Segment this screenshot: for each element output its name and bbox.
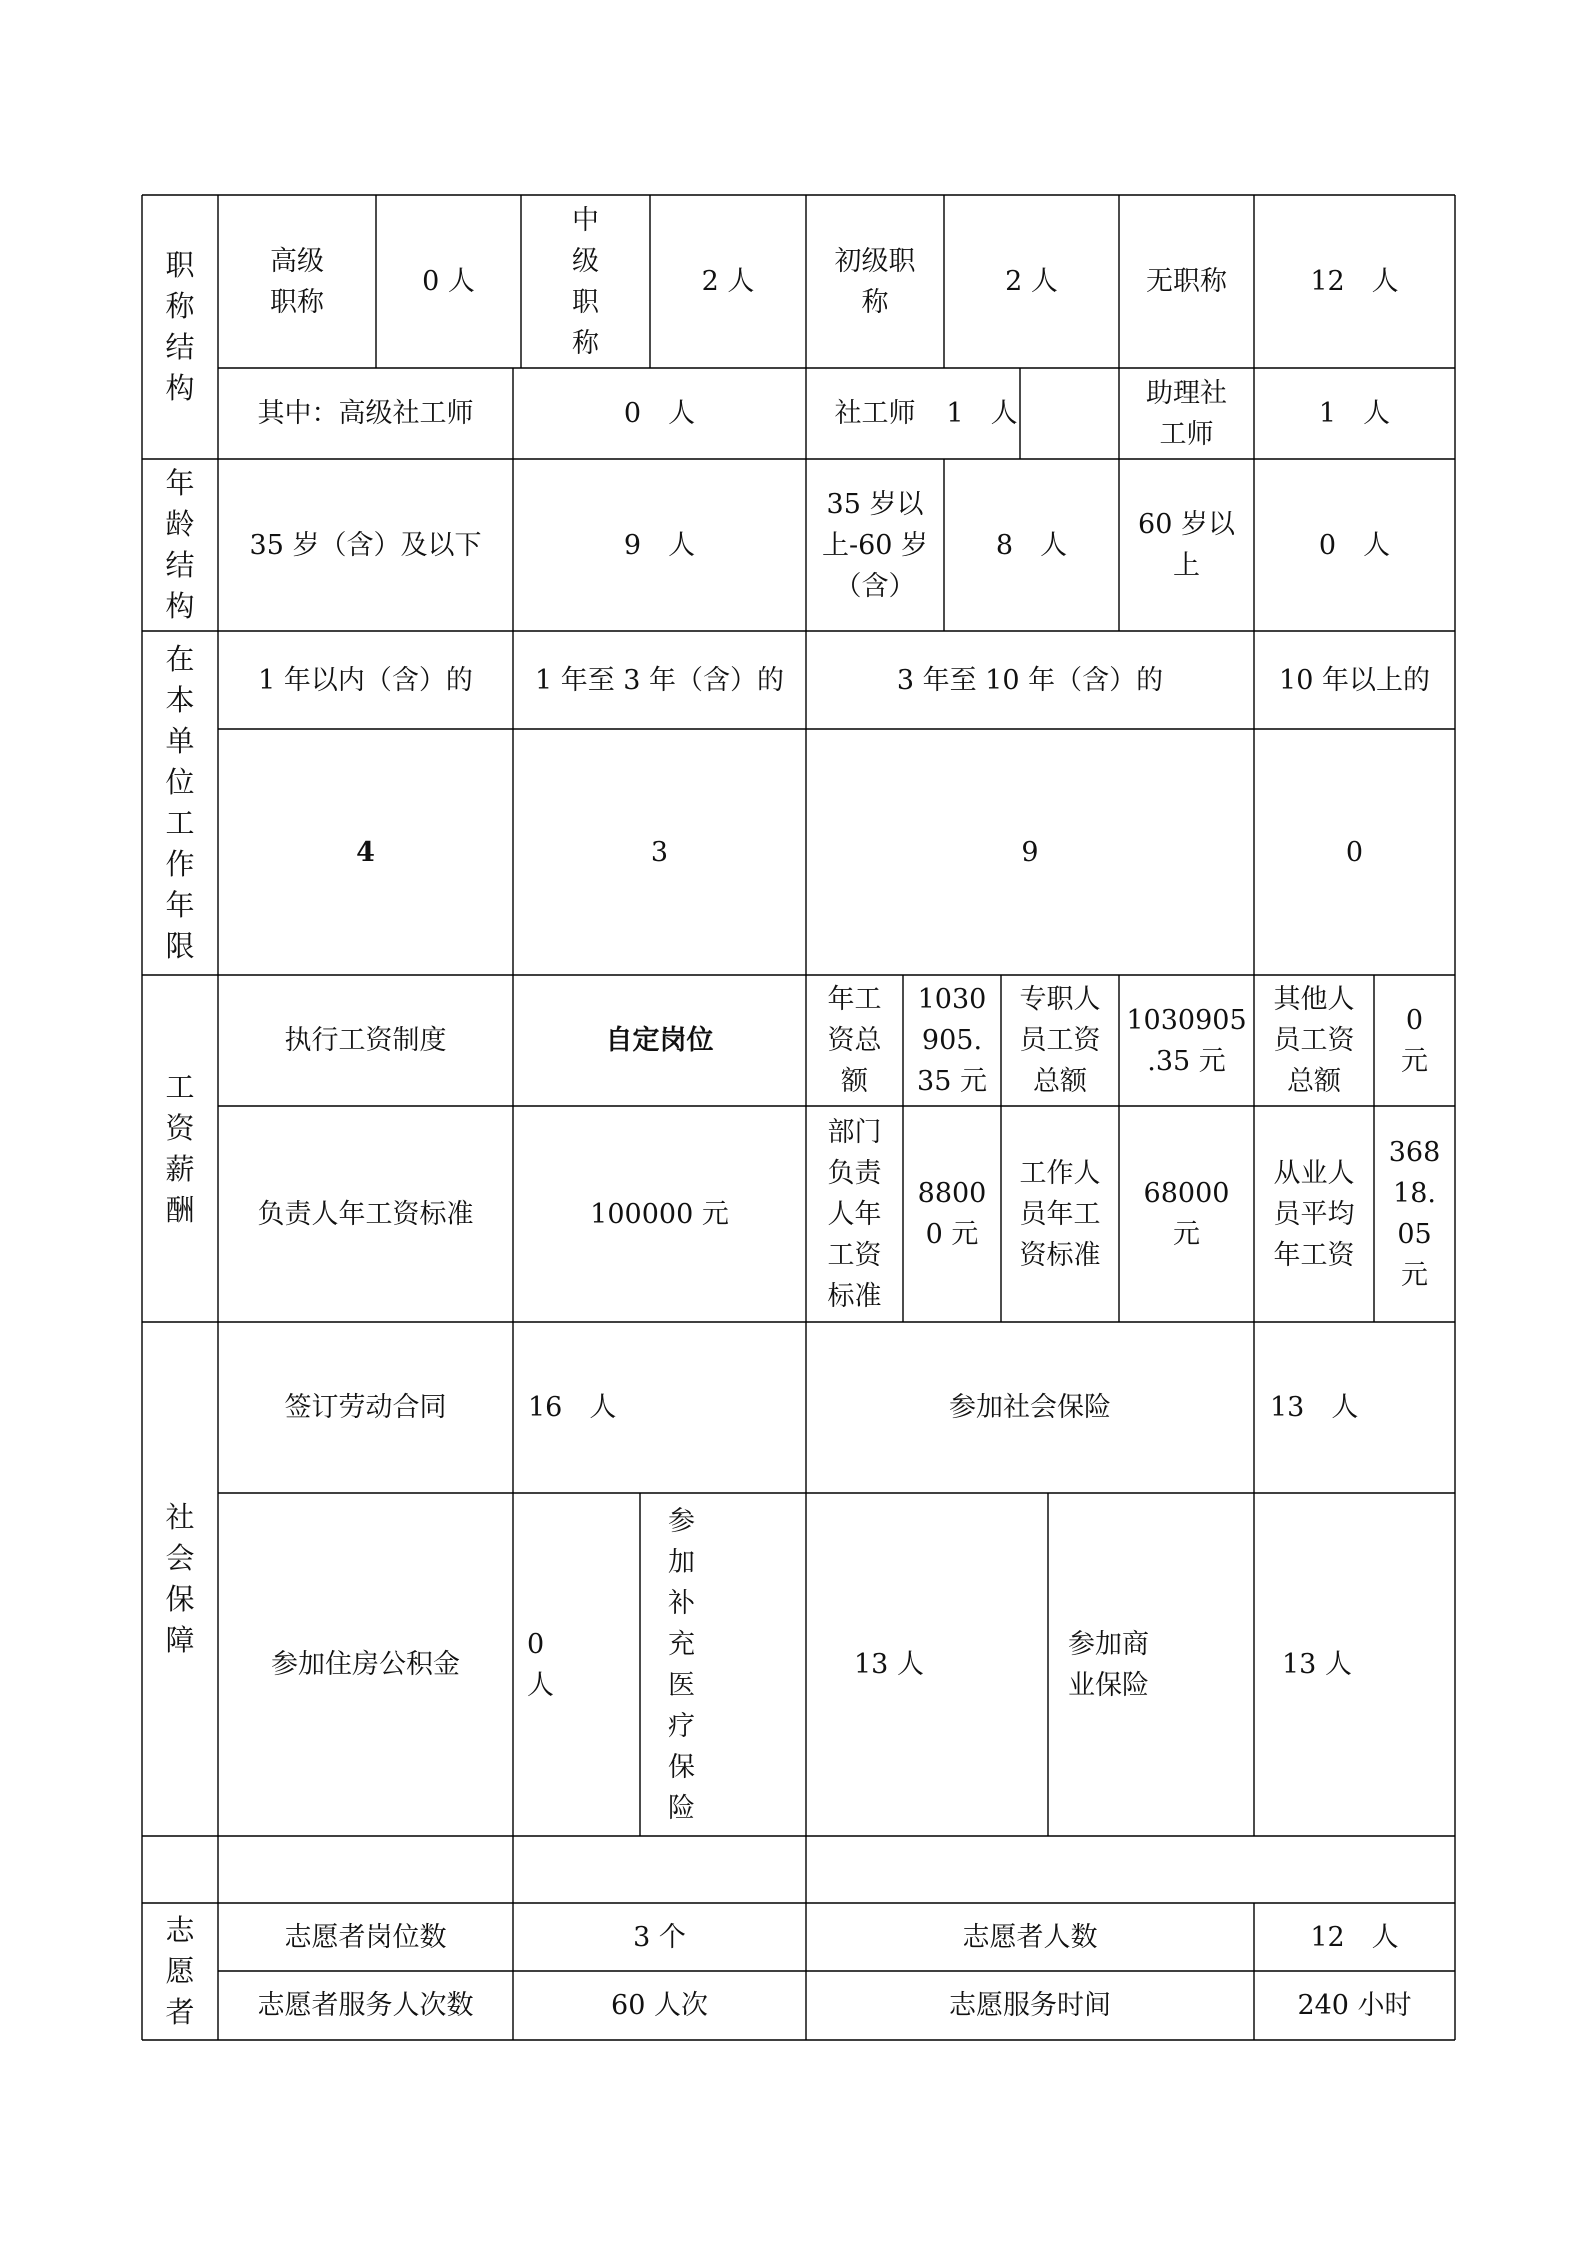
social-worker-label: 社工师	[834, 398, 916, 429]
section-label-age-structure: 年 龄 结 构	[165, 466, 195, 623]
housing-fund-label: 参加住房公积金	[271, 1649, 460, 1680]
annual-salary-total-label: 年工 资总 额	[827, 984, 882, 1097]
salary-system-value: 自定岗位	[605, 1025, 714, 1056]
commercial-insurance-label: 参加商 业保险	[1068, 1628, 1149, 1701]
fulltime-salary-total-label: 专职人 员工资 总额	[1019, 984, 1101, 1097]
staff-salary-standard-label: 工作人 员年工 资标准	[1019, 1157, 1101, 1271]
no-title-label: 无职称	[1146, 266, 1227, 297]
senior-social-worker-label: 其中：高级社工师	[257, 398, 474, 429]
senior-title-value: 0 人	[422, 266, 475, 297]
tenure-header-4: 10 年以上的	[1279, 664, 1430, 696]
no-title-value: 12 人	[1310, 266, 1399, 297]
social-insurance-label: 参加社会保险	[949, 1392, 1111, 1423]
supplementary-medical-label: 参 加 补 充 医 疗 保 险	[668, 1505, 695, 1824]
section-label-tenure: 在 本 单 位 工 作 年 限	[165, 642, 195, 963]
tenure-header-1: 1 年以内（含）的	[258, 664, 473, 696]
junior-title-value: 2 人	[1005, 266, 1058, 297]
volunteer-service-visits-value: 60 人次	[611, 1990, 708, 2021]
volunteer-count-value: 12 人	[1310, 1921, 1399, 1953]
age-under-35-value: 9 人	[623, 529, 696, 561]
volunteer-service-hours-value: 240 小时	[1297, 1990, 1412, 2021]
tenure-value-2: 3	[650, 836, 669, 868]
social-worker-value: 1 人	[946, 398, 1018, 429]
other-salary-total-label: 其他人 员工资 总额	[1273, 984, 1355, 1097]
labor-contract-value: 16 人	[528, 1392, 617, 1423]
labor-contract-label: 签订劳动合同	[284, 1392, 447, 1423]
average-salary-value: 368 18. 05 元	[1388, 1137, 1441, 1291]
age-35-60-value: 8 人	[995, 529, 1068, 561]
dept-head-salary-value: 8800 0 元	[917, 1178, 987, 1250]
volunteer-count-label: 志愿者人数	[962, 1921, 1098, 1953]
tenure-value-3: 9	[1021, 836, 1039, 868]
other-salary-total-value: 0 元	[1401, 1004, 1428, 1077]
age-under-35-label: 35 岁（含）及以下	[249, 529, 482, 561]
social-insurance-value: 13 人	[1270, 1392, 1359, 1423]
annual-salary-total-value: 1030 905. 35 元	[917, 984, 987, 1097]
assistant-social-worker-label: 助理社 工师	[1146, 377, 1227, 450]
section-label-title-structure: 职 称 结 构	[165, 248, 195, 405]
age-over-60-label: 60 岁以 上	[1138, 509, 1235, 581]
supplementary-medical-value: 13 人	[854, 1649, 924, 1680]
age-35-60-label: 35 岁以 上-60 岁 （含）	[821, 488, 929, 602]
section-label-volunteer: 志 愿 者	[165, 1913, 195, 2029]
tenure-header-3: 3 年至 10 年（含）的	[896, 664, 1164, 696]
tenure-value-1: 4	[356, 836, 375, 868]
assistant-social-worker-value: 1 人	[1318, 398, 1391, 429]
dept-head-salary-label: 部门 负责 人年 工资 标准	[827, 1116, 882, 1312]
mid-title-value: 2 人	[701, 266, 755, 297]
housing-fund-value: 0 人	[527, 1628, 554, 1701]
average-salary-label: 从业人 员平均 年工资	[1273, 1157, 1355, 1271]
section-label-social-security: 社 会 保 障	[165, 1500, 195, 1657]
senior-title-label: 高级 职称	[270, 245, 324, 318]
age-over-60-value: 0 人	[1318, 529, 1391, 561]
mid-title-label: 中 级 职 称	[572, 204, 599, 359]
head-salary-standard-label: 负责人年工资标准	[257, 1198, 474, 1230]
senior-social-worker-value: 0 人	[623, 398, 696, 429]
volunteer-service-hours-label: 志愿服务时间	[949, 1990, 1111, 2021]
tenure-header-2: 1 年至 3 年（含）的	[534, 664, 785, 696]
junior-title-label: 初级职 称	[834, 245, 916, 318]
volunteer-posts-label: 志愿者岗位数	[284, 1921, 447, 1953]
section-label-salary: 工 资 薪 酬	[165, 1069, 195, 1227]
volunteer-posts-value: 3 个	[633, 1921, 686, 1953]
salary-system-label: 执行工资制度	[284, 1025, 447, 1056]
staff-salary-standard-value: 68000 元	[1143, 1178, 1230, 1250]
tenure-value-4: 0	[1345, 836, 1364, 868]
fulltime-salary-total-value: 1030905 .35 元	[1126, 1004, 1247, 1077]
volunteer-service-visits-label: 志愿者服务人次数	[257, 1990, 474, 2021]
commercial-insurance-value: 13 人	[1282, 1649, 1352, 1680]
head-salary-standard-value: 100000 元	[590, 1198, 729, 1230]
